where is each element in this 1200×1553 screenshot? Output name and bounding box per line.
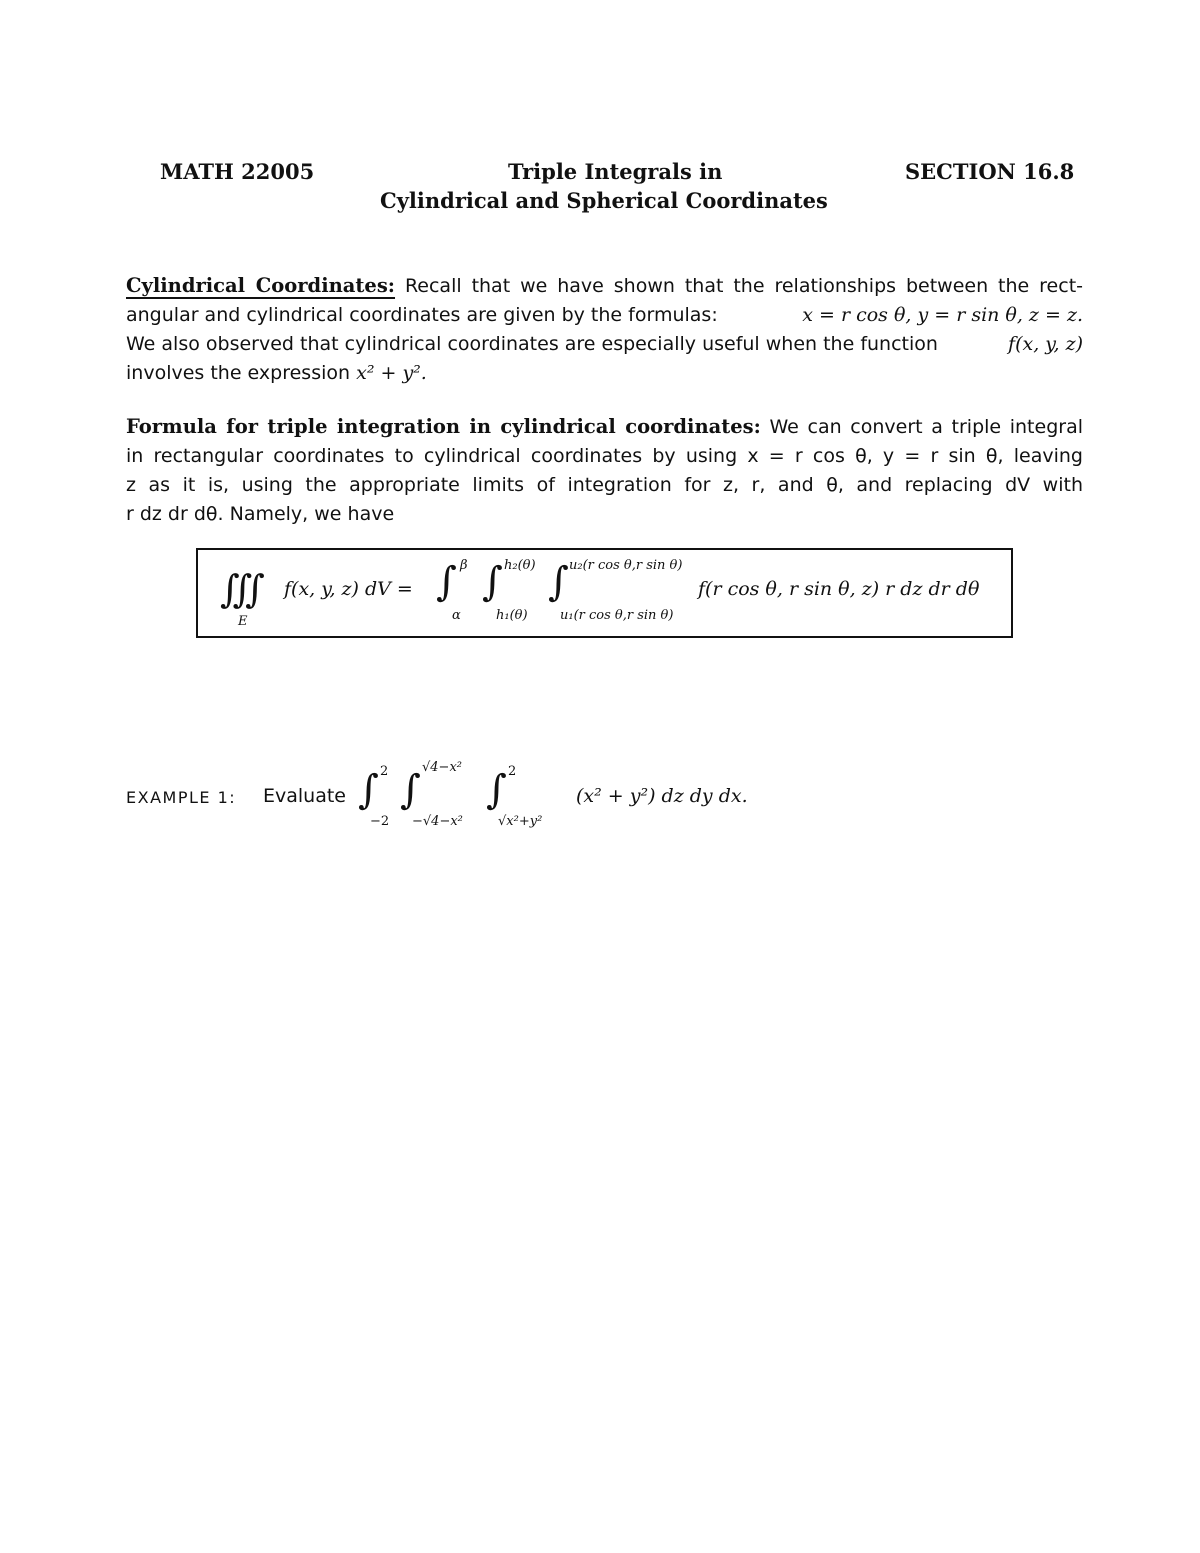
integral-z-symbol: ∫ bbox=[548, 559, 569, 605]
example-integral-z-symbol: ∫ bbox=[486, 767, 507, 813]
integral-r-symbol: ∫ bbox=[482, 559, 503, 605]
integral-theta-symbol: ∫ bbox=[436, 559, 457, 605]
rhs-integrand: f(r cos θ, r sin θ, z) r dz dr dθ bbox=[698, 578, 980, 600]
example-y-upper-limit: √4−x² bbox=[422, 760, 462, 775]
example-1 bbox=[126, 760, 826, 840]
page-title-line1: Triple Integrals in bbox=[508, 159, 723, 184]
para2-line1 bbox=[126, 412, 1083, 442]
z-lower-limit: u₁(r cos θ,r sin θ) bbox=[560, 608, 674, 623]
cylindrical-heading: Cylindrical Coordinates: bbox=[126, 274, 396, 297]
section-number: SECTION 16.8 bbox=[905, 159, 1075, 184]
region-label: E bbox=[238, 614, 248, 629]
example-label: EXAMPLE 1: bbox=[126, 788, 237, 807]
page-title-line2: Cylindrical and Spherical Coordinates bbox=[380, 188, 828, 213]
expression-formula: x² + y². bbox=[356, 362, 427, 384]
triple-integral-symbol: ∭ bbox=[220, 567, 265, 611]
para1-line2 bbox=[126, 301, 1083, 330]
example-z-upper-limit: 2 bbox=[508, 764, 517, 779]
course-number: MATH 22005 bbox=[160, 159, 315, 184]
example-integral-y-symbol: ∫ bbox=[400, 767, 421, 813]
para2-line4: r dz dr dθ. Namely, we have bbox=[126, 503, 395, 525]
triple-integration-paragraph bbox=[126, 412, 1086, 529]
example-x-upper-limit: 2 bbox=[380, 764, 389, 779]
para1-line3-text: We also observed that cylindrical coordinates are especially useful when the function bbox=[126, 333, 938, 355]
example-y-lower-limit: −√4−x² bbox=[412, 814, 463, 829]
example-verb: Evaluate bbox=[263, 785, 346, 807]
theta-lower-limit: α bbox=[452, 608, 461, 623]
example-integrand: (x² + y²) dz dy dx. bbox=[576, 785, 748, 807]
para1-line4-text: involves the expression bbox=[126, 362, 351, 384]
r-lower-limit: h₁(θ) bbox=[496, 608, 528, 623]
example-x-lower-limit: −2 bbox=[370, 814, 390, 829]
lhs-integrand: f(x, y, z) dV = bbox=[284, 578, 413, 600]
example-integral-x-symbol: ∫ bbox=[358, 767, 379, 813]
para2-line1-text: We can convert a triple integral bbox=[769, 416, 1083, 438]
para2-line2: in rectangular coordinates to cylindrical coordinates by using x = r cos θ, y = r sin θ, leaving bbox=[126, 445, 1083, 467]
para1-line1 bbox=[126, 271, 1083, 301]
function-notation: f(x, y, z) bbox=[1008, 333, 1083, 355]
cylindrical-paragraph bbox=[126, 271, 1086, 388]
para1-line1-text: Recall that we have shown that the relationships between the rect- bbox=[404, 275, 1084, 297]
para2-line3: z as it is, using the appropriate limits of integration for z, r, and θ, and replacing dV with bbox=[126, 474, 1083, 496]
para1-line3 bbox=[126, 330, 1083, 359]
theta-upper-limit: β bbox=[460, 558, 468, 573]
para1-line4 bbox=[126, 359, 1086, 388]
para1-line2-text: angular and cylindrical coordinates are given by the formulas: bbox=[126, 304, 718, 326]
formula-box bbox=[196, 548, 1013, 638]
example-z-lower-limit: √x²+y² bbox=[498, 814, 543, 829]
z-upper-limit: u₂(r cos θ,r sin θ) bbox=[569, 558, 683, 573]
r-upper-limit: h₂(θ) bbox=[504, 558, 536, 573]
triple-integration-heading: Formula for triple integration in cylindrical coordinates: bbox=[126, 415, 761, 438]
conversion-formula: x = r cos θ, y = r sin θ, z = z. bbox=[802, 304, 1083, 326]
